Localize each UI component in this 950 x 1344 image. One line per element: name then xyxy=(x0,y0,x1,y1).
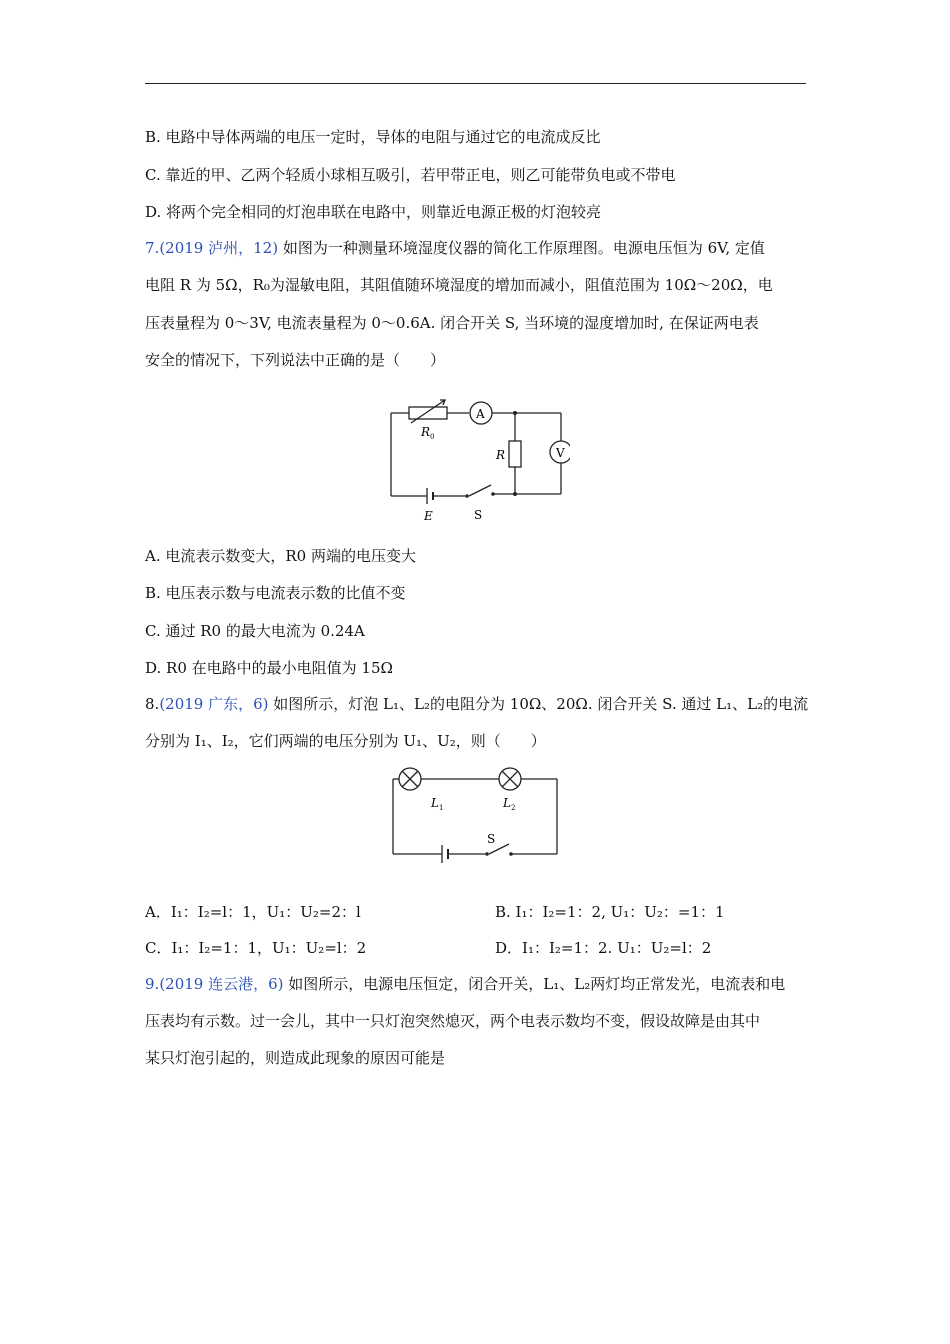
q7-r0-label: R xyxy=(421,425,431,439)
q7-text-1: 如图为一种测量环境湿度仪器的简化工作原理图。电源电压恒为 6V, 定值 xyxy=(278,239,765,257)
option-c-q6: C. 靠近的甲、乙两个轻质小球相互吸引，若甲带正电，则乙可能带负电或不带电 xyxy=(145,166,676,184)
q7-option-c: C. 通过 R0 的最大电流为 0.24A xyxy=(145,622,365,640)
q9-line-3: 某只灯泡引起的，则造成此现象的原因可能是 xyxy=(145,1049,446,1067)
q7-option-a: A. 电流表示数变大，R0 两端的电压变大 xyxy=(145,547,416,565)
q8-option-d: D．I₁：I₂=1：2. U₁：U₂=l：2 xyxy=(495,939,712,957)
q8-source: (2019 广东，6) xyxy=(159,695,269,713)
q7-voltmeter-label: V xyxy=(556,446,565,460)
q7-switch-label: S xyxy=(474,508,483,522)
q8-number: 8. xyxy=(145,695,160,713)
q8-l1-subscript: 1 xyxy=(439,804,444,812)
q8-l2-subscript: 2 xyxy=(511,804,516,812)
q8-option-b: B. I₁：I₂=1：2, U₁：U₂：=1：1 xyxy=(495,903,725,921)
q7-r0-subscript: 0 xyxy=(430,433,435,441)
q8-circuit-diagram xyxy=(385,765,565,870)
q8-option-a: A．I₁：I₂=l：1，U₁：U₂=2：l xyxy=(145,903,361,921)
q8-line-1 xyxy=(145,694,808,714)
q8-switch-label: S xyxy=(487,832,496,846)
q7-option-b: B. 电压表示数与电流表示数的比值不变 xyxy=(145,584,406,602)
header-rule xyxy=(145,83,806,84)
q7-ammeter-label: A xyxy=(476,407,485,421)
q8-text-1: 如图所示，灯泡 L₁、L₂的电阻分为 10Ω、20Ω. 闭合开关 S. 通过 L₁、L₂的电流 xyxy=(268,695,809,713)
q7-number: 7. xyxy=(145,239,160,257)
q7-line-1 xyxy=(145,238,765,258)
q7-resistor-label: R xyxy=(496,448,506,462)
q8-l1-label: L xyxy=(431,796,439,810)
option-d-q6: D. 将两个完全相同的灯泡串联在电路中，则靠近电源正极的灯泡较亮 xyxy=(145,203,602,221)
q7-source: (2019 泸州，12) xyxy=(159,239,279,257)
q9-line-1 xyxy=(145,974,785,994)
q7-line-4: 安全的情况下，下列说法中正确的是（ ） xyxy=(145,351,446,369)
q9-text-1: 如图所示，电源电压恒定，闭合开关，L₁、L₂两灯均正常发光，电流表和电 xyxy=(283,975,786,993)
q7-line-2: 电阻 R 为 5Ω，R₀为湿敏电阻，其阻值随环境湿度的增加而减小，阻值范围为 10Ω～20Ω，电 xyxy=(145,276,773,294)
option-b-q6: B. 电路中导体两端的电压一定时，导体的电阻与通过它的电流成反比 xyxy=(145,128,601,146)
q9-number: 9. xyxy=(145,975,160,993)
q8-option-c: C．I₁：I₂=1：1，U₁：U₂=l：2 xyxy=(145,939,367,957)
q8-line-2: 分别为 I₁、I₂，它们两端的电压分别为 U₁、U₂，则（ ） xyxy=(145,732,546,750)
q9-line-2: 压表均有示数。过一会儿，其中一只灯泡突然熄灭，两个电表示数均不变，假设故障是由其中 xyxy=(145,1012,761,1030)
q7-option-d: D. R0 在电路中的最小电阻值为 15Ω xyxy=(145,659,393,677)
q7-line-3: 压表量程为 0～3V, 电流表量程为 0～0.6A. 闭合开关 S, 当环境的湿度增加时, 在保证两电表 xyxy=(145,314,759,332)
q8-l2-label: L xyxy=(503,796,511,810)
q9-source: (2019 连云港，6) xyxy=(159,975,284,993)
q7-battery-label: E xyxy=(424,509,433,523)
q7-circuit-diagram xyxy=(385,395,570,525)
